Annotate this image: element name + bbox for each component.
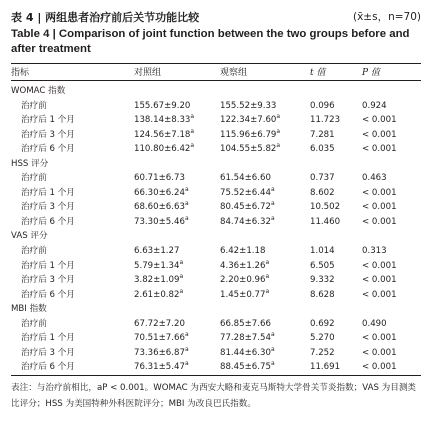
header-t-value: t 值 xyxy=(310,68,326,78)
table-group-row xyxy=(0,302,431,317)
cell-control-mark: a xyxy=(184,360,189,368)
cell-control-mark: a xyxy=(184,200,189,208)
cell-control-value: 6.63±1.27 xyxy=(134,246,180,257)
cell-control xyxy=(134,273,183,288)
table-bottom-rule xyxy=(11,375,421,376)
cell-control-value: 138.14±8.33 xyxy=(134,115,191,126)
cell-t-value: 0.737 xyxy=(310,173,335,184)
cell-control xyxy=(134,200,189,215)
cell-control-value: 155.67±9.20 xyxy=(134,100,191,111)
cell-control xyxy=(134,259,183,274)
cell-control-mark: a xyxy=(190,142,195,150)
cell-observation-value: 115.96±6.79 xyxy=(220,129,277,140)
cell-control xyxy=(134,317,185,332)
row-label: 治疗前 xyxy=(21,318,47,329)
cell-control xyxy=(134,360,189,375)
cell-p-value: < 0.001 xyxy=(362,347,397,358)
header-observation: 观察组 xyxy=(220,68,248,78)
cell-p-value: < 0.001 xyxy=(362,216,397,227)
cell-observation xyxy=(220,317,271,332)
cell-observation-mark: a xyxy=(276,142,281,150)
cell-t-value: 8.628 xyxy=(310,289,335,300)
row-label: 治疗后 3 个月 xyxy=(21,129,75,140)
cell-observation xyxy=(220,273,269,288)
cell-observation xyxy=(220,171,271,186)
cell-observation-mark: a xyxy=(270,185,275,193)
table-row xyxy=(0,186,431,201)
cell-t-value: 0.096 xyxy=(310,100,335,111)
cell-t-value: 10.502 xyxy=(310,202,341,213)
cell-t-value: 1.014 xyxy=(310,246,335,257)
row-label: 治疗后 1 个月 xyxy=(21,260,75,271)
cell-observation xyxy=(220,346,275,361)
table-title-en: Table 4 | Comparison of joint function between the two groups before and after treatment xyxy=(11,28,410,55)
row-label: 治疗后 1 个月 xyxy=(21,333,75,344)
cell-observation-value: 61.54±6.60 xyxy=(220,173,271,184)
cell-control xyxy=(134,128,194,143)
cell-p-value: < 0.001 xyxy=(362,289,397,300)
cell-p-value: < 0.001 xyxy=(362,333,397,344)
cell-observation xyxy=(220,186,275,201)
cell-t-value: 11.691 xyxy=(310,362,341,373)
cell-observation xyxy=(220,244,265,259)
row-label: 治疗前 xyxy=(21,246,47,257)
cell-p-value: 0.313 xyxy=(362,246,387,257)
row-label: 治疗后 6 个月 xyxy=(21,216,75,227)
cell-control-value: 3.82±1.09 xyxy=(134,275,180,286)
cell-control-mark: a xyxy=(184,215,189,223)
cell-control-value: 73.30±5.46 xyxy=(134,216,185,227)
cell-p-value: < 0.001 xyxy=(362,187,397,198)
group-label: HSS 评分 xyxy=(11,158,49,169)
row-label: 治疗后 3 个月 xyxy=(21,347,75,358)
cell-p-value: < 0.001 xyxy=(362,202,397,213)
cell-control-mark: a xyxy=(184,185,189,193)
cell-observation-value: 2.20±0.96 xyxy=(220,275,266,286)
table-row xyxy=(0,331,431,346)
table-row xyxy=(0,142,431,157)
cell-observation-value: 84.74±6.32 xyxy=(220,216,271,227)
table-row xyxy=(0,113,431,128)
cell-observation-value: 1.45±0.77 xyxy=(220,289,266,300)
cell-observation-value: 81.44±6.30 xyxy=(220,347,271,358)
cell-control-mark: a xyxy=(184,331,189,339)
cell-observation-mark: a xyxy=(265,273,270,281)
cell-control-value: 68.60±6.63 xyxy=(134,202,185,213)
cell-observation-mark: a xyxy=(270,200,275,208)
cell-observation xyxy=(220,113,280,128)
cell-control xyxy=(134,346,189,361)
row-label: 治疗后 1 个月 xyxy=(21,187,75,198)
cell-control-mark: a xyxy=(184,345,189,353)
row-label: 治疗后 3 个月 xyxy=(21,275,75,286)
table-header-rule xyxy=(11,80,421,81)
cell-observation-value: 77.28±7.54 xyxy=(220,333,271,344)
table-group-row xyxy=(0,229,431,244)
cell-control-value: 70.51±7.66 xyxy=(134,333,185,344)
row-label: 治疗后 6 个月 xyxy=(21,362,75,373)
cell-control-mark: a xyxy=(179,273,184,281)
cell-control-mark: a xyxy=(190,127,195,135)
cell-control-value: 2.61±0.82 xyxy=(134,289,180,300)
table-row xyxy=(0,244,431,259)
table-row xyxy=(0,128,431,143)
cell-t-value: 11.460 xyxy=(310,216,341,227)
cell-observation xyxy=(220,360,275,375)
cell-control xyxy=(134,142,194,157)
cell-t-value: 0.692 xyxy=(310,318,335,329)
cell-control-value: 66.30±6.24 xyxy=(134,187,185,198)
row-label: 治疗前 xyxy=(21,173,47,184)
table-footnote: 表注：与治疗前相比，aP < 0.001。WOMAC 为西安大略和麦克马斯特大学骨关节炎指数；VAS 为目测类比评分；HSS 为美国特种外科医院评分；MBI 为改良巴氏指数。 xyxy=(11,383,417,409)
table-row xyxy=(0,346,431,361)
cell-control xyxy=(134,331,189,346)
cell-control-value: 110.80±6.42 xyxy=(134,144,191,155)
header-control: 对照组 xyxy=(134,68,162,78)
table-row xyxy=(0,360,431,375)
cell-control-mark: a xyxy=(190,113,195,121)
cell-observation-mark: a xyxy=(270,331,275,339)
row-label: 治疗后 6 个月 xyxy=(21,144,75,155)
cell-control xyxy=(134,215,189,230)
table-row xyxy=(0,317,431,332)
row-label: 治疗后 6 个月 xyxy=(21,289,75,300)
table-body xyxy=(0,84,431,375)
cell-observation-mark: a xyxy=(265,258,270,266)
cell-observation xyxy=(220,142,280,157)
row-label: 治疗前 xyxy=(21,100,47,111)
cell-t-value: 9.332 xyxy=(310,275,335,286)
cell-observation-mark: a xyxy=(270,215,275,223)
table-title-cn xyxy=(11,9,421,25)
table-row xyxy=(0,215,431,230)
cell-control xyxy=(134,113,194,128)
cell-control-value: 5.79±1.34 xyxy=(134,260,180,271)
cell-p-value: < 0.001 xyxy=(362,275,397,286)
cell-control-mark: a xyxy=(179,258,184,266)
table-group-row xyxy=(0,157,431,172)
cell-observation-mark: a xyxy=(276,113,281,121)
header-p-value: P 值 xyxy=(362,68,380,78)
cell-observation xyxy=(220,200,275,215)
cell-t-value: 7.281 xyxy=(310,129,335,140)
cell-t-value: 6.505 xyxy=(310,260,335,271)
cell-control-mark: a xyxy=(179,287,184,295)
cell-observation-mark: a xyxy=(265,287,270,295)
header-indicator: 指标 xyxy=(11,68,30,78)
cell-observation xyxy=(220,288,269,303)
cell-p-value: < 0.001 xyxy=(362,260,397,271)
cell-control-value: 76.31±5.47 xyxy=(134,362,185,373)
cell-control xyxy=(134,171,185,186)
cell-observation-mark: a xyxy=(276,127,281,135)
cell-t-value: 7.252 xyxy=(310,347,335,358)
row-label: 治疗后 1 个月 xyxy=(21,115,75,126)
cell-control xyxy=(134,288,183,303)
cell-observation-value: 155.52±9.33 xyxy=(220,100,277,111)
cell-observation-value: 75.52±6.44 xyxy=(220,187,271,198)
cell-control-value: 124.56±7.18 xyxy=(134,129,191,140)
table-row xyxy=(0,200,431,215)
cell-observation-value: 122.34±7.60 xyxy=(220,115,277,126)
table-row xyxy=(0,171,431,186)
cell-observation-value: 80.45±6.72 xyxy=(220,202,271,213)
cell-control-value: 73.36±6.87 xyxy=(134,347,185,358)
table-row xyxy=(0,259,431,274)
table-title-cn-text: 表 4 | 两组患者治疗前后关节功能比较 xyxy=(11,11,200,24)
cell-p-value: 0.924 xyxy=(362,100,387,111)
cell-p-value: < 0.001 xyxy=(362,115,397,126)
table-row xyxy=(0,288,431,303)
cell-control-value: 67.72±7.20 xyxy=(134,318,185,329)
cell-p-value: < 0.001 xyxy=(362,144,397,155)
cell-observation-value: 104.55±5.82 xyxy=(220,144,277,155)
cell-observation-value: 6.42±1.18 xyxy=(220,246,266,257)
cell-observation xyxy=(220,331,275,346)
cell-observation xyxy=(220,128,280,143)
group-label: VAS 评分 xyxy=(11,231,48,242)
cell-observation-value: 4.36±1.26 xyxy=(220,260,266,271)
cell-control-value: 60.71±6.73 xyxy=(134,173,185,184)
cell-observation xyxy=(220,215,275,230)
cell-p-value: 0.463 xyxy=(362,173,387,184)
table-row xyxy=(0,99,431,114)
group-label: MBI 指数 xyxy=(11,304,47,315)
cell-observation-mark: a xyxy=(270,345,275,353)
cell-t-value: 5.270 xyxy=(310,333,335,344)
table-stat-note: (x̄±s，n=70) xyxy=(353,11,421,23)
cell-observation-mark: a xyxy=(270,360,275,368)
table-group-row xyxy=(0,84,431,99)
cell-control xyxy=(134,186,189,201)
cell-observation xyxy=(220,99,276,114)
cell-t-value: 11.723 xyxy=(310,115,341,126)
cell-observation xyxy=(220,259,269,274)
cell-control xyxy=(134,99,190,114)
cell-observation-value: 66.85±7.66 xyxy=(220,318,271,329)
cell-t-value: 8.602 xyxy=(310,187,335,198)
cell-t-value: 6.035 xyxy=(310,144,335,155)
cell-observation-value: 88.45±6.75 xyxy=(220,362,271,373)
cell-control xyxy=(134,244,179,259)
table-header-row xyxy=(0,65,431,79)
cell-p-value: < 0.001 xyxy=(362,129,397,140)
table-row xyxy=(0,273,431,288)
cell-p-value: 0.490 xyxy=(362,318,387,329)
group-label: WOMAC 指数 xyxy=(11,86,66,96)
row-label: 治疗后 3 个月 xyxy=(21,202,75,213)
cell-p-value: < 0.001 xyxy=(362,362,397,373)
